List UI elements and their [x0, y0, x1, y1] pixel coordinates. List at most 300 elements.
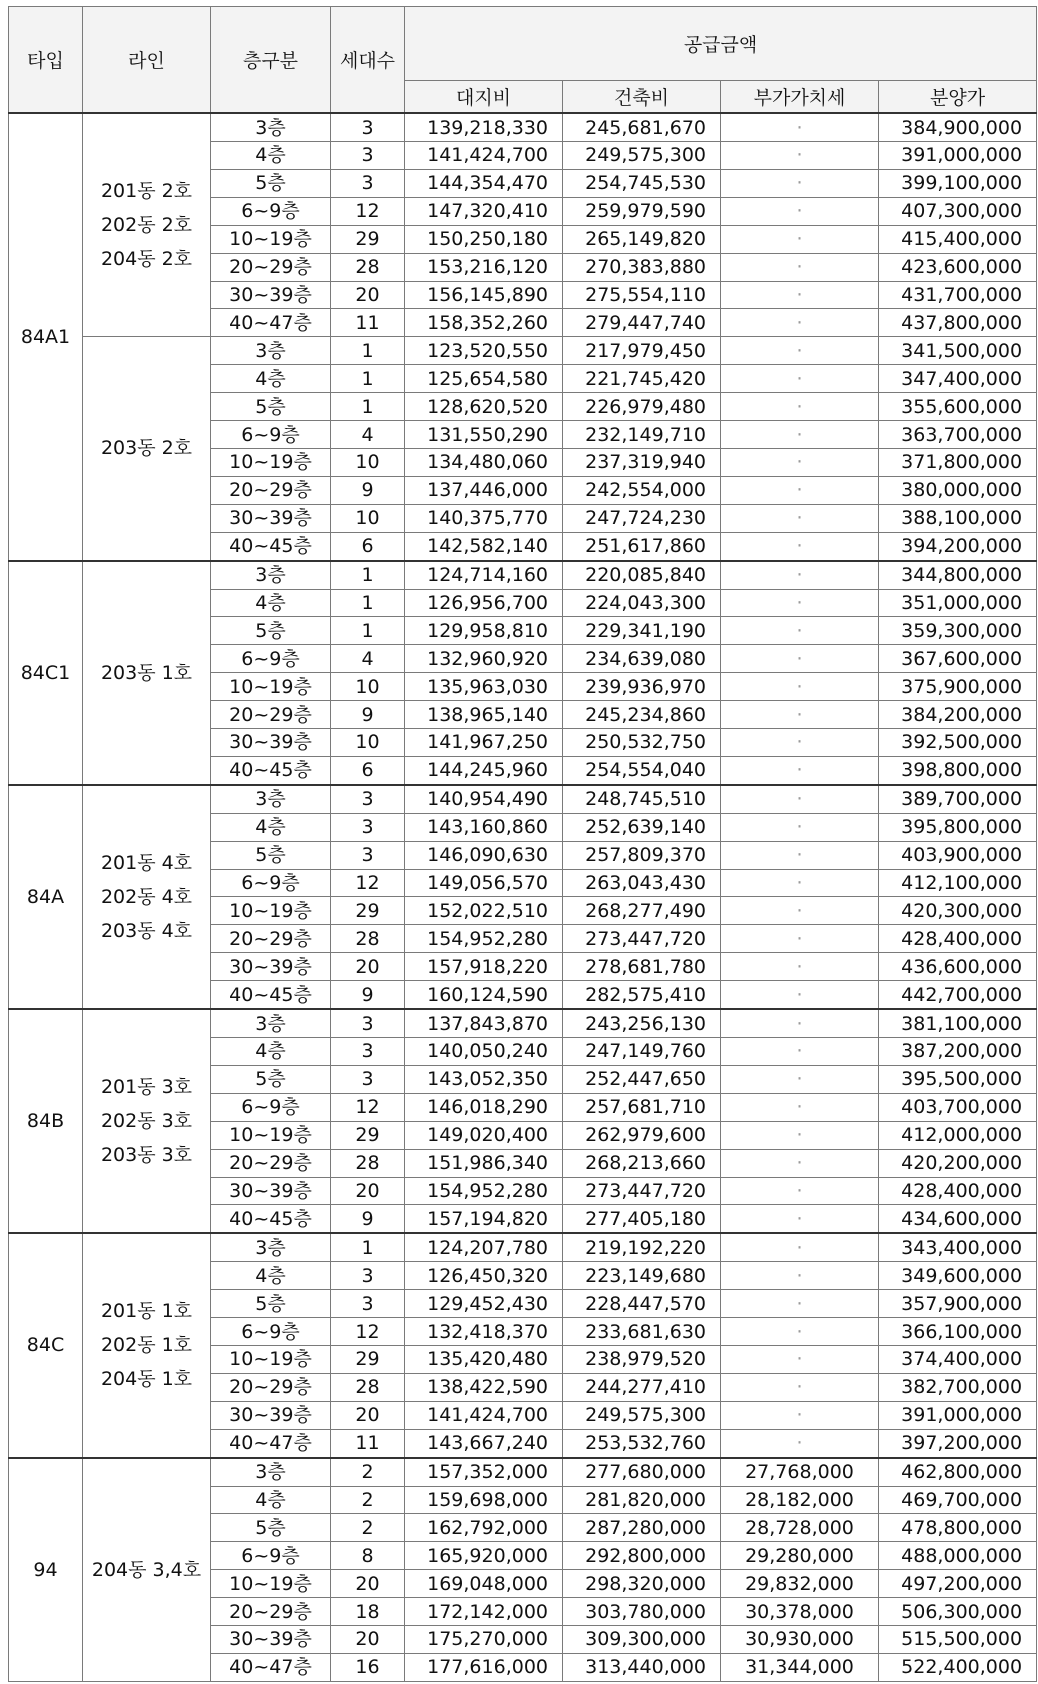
- building-cost-cell: 245,681,670: [563, 113, 721, 142]
- units-cell: 10: [331, 504, 405, 532]
- units-cell: 1: [331, 337, 405, 365]
- sale-price-cell: 384,900,000: [879, 113, 1037, 142]
- land-cost-cell: 143,667,240: [405, 1429, 563, 1457]
- sale-price-cell: 351,000,000: [879, 589, 1037, 617]
- units-cell: 3: [331, 142, 405, 170]
- building-cost-cell: 268,213,660: [563, 1149, 721, 1177]
- floor-cell: 5층: [211, 1065, 331, 1093]
- units-cell: 20: [331, 953, 405, 981]
- building-cost-cell: 226,979,480: [563, 393, 721, 421]
- land-cost-cell: 154,952,280: [405, 1177, 563, 1205]
- table-header: [9, 7, 1037, 114]
- line-label: 202동 1호: [100, 1334, 193, 1357]
- sale-price-cell: 375,900,000: [879, 673, 1037, 701]
- land-cost-cell: 146,090,630: [405, 841, 563, 869]
- building-cost-cell: 257,809,370: [563, 841, 721, 869]
- units-cell: 29: [331, 225, 405, 253]
- land-cost-cell: 153,216,120: [405, 253, 563, 281]
- units-cell: 2: [331, 1458, 405, 1486]
- land-cost-cell: 144,245,960: [405, 756, 563, 784]
- units-cell: 20: [331, 1570, 405, 1598]
- building-cost-cell: 278,681,780: [563, 953, 721, 981]
- line-label: 203동 2호: [100, 437, 193, 460]
- units-cell: 29: [331, 1121, 405, 1149]
- floor-cell: 3층: [211, 337, 331, 365]
- land-cost-cell: 142,582,140: [405, 532, 563, 560]
- land-cost-cell: 124,207,780: [405, 1233, 563, 1261]
- line-cell: [83, 1233, 211, 1457]
- line-cell: [83, 113, 211, 337]
- land-cost-cell: 160,124,590: [405, 981, 563, 1009]
- type-cell: 84C: [9, 1233, 83, 1457]
- building-cost-cell: 244,277,410: [563, 1373, 721, 1401]
- land-cost-cell: 139,218,330: [405, 113, 563, 142]
- land-cost-cell: 154,952,280: [405, 925, 563, 953]
- floor-cell: 10~19층: [211, 673, 331, 701]
- sale-price-cell: 392,500,000: [879, 729, 1037, 757]
- line-label: 202동 2호: [100, 214, 193, 237]
- units-cell: 6: [331, 532, 405, 560]
- type-cell: 84B: [9, 1009, 83, 1233]
- sale-price-cell: 394,200,000: [879, 532, 1037, 560]
- building-cost-cell: 242,554,000: [563, 476, 721, 504]
- vat-cell: ·: [721, 925, 879, 953]
- building-cost-cell: 252,639,140: [563, 813, 721, 841]
- vat-cell: ·: [721, 1065, 879, 1093]
- floor-cell: 10~19층: [211, 225, 331, 253]
- building-cost-cell: 309,300,000: [563, 1626, 721, 1654]
- type-cell: 84A: [9, 785, 83, 1009]
- vat-cell: ·: [721, 756, 879, 784]
- units-cell: 1: [331, 561, 405, 589]
- line-cell: [83, 561, 211, 785]
- floor-cell: 6~9층: [211, 645, 331, 673]
- units-cell: 1: [331, 589, 405, 617]
- units-cell: 10: [331, 448, 405, 476]
- sale-price-cell: 347,400,000: [879, 365, 1037, 393]
- floor-cell: 4층: [211, 1486, 331, 1514]
- floor-cell: 10~19층: [211, 1121, 331, 1149]
- floor-cell: 5층: [211, 1514, 331, 1542]
- floor-cell: 4층: [211, 589, 331, 617]
- land-cost-cell: 138,422,590: [405, 1373, 563, 1401]
- floor-cell: 4층: [211, 365, 331, 393]
- vat-cell: ·: [721, 169, 879, 197]
- land-cost-cell: 157,918,220: [405, 953, 563, 981]
- land-cost-cell: 172,142,000: [405, 1598, 563, 1626]
- line-label: 202동 3호: [100, 1110, 193, 1133]
- table-row: [9, 113, 1037, 142]
- floor-cell: 4층: [211, 142, 331, 170]
- sale-price-cell: 395,800,000: [879, 813, 1037, 841]
- land-cost-cell: 152,022,510: [405, 897, 563, 925]
- building-cost-cell: 234,639,080: [563, 645, 721, 673]
- units-cell: 10: [331, 729, 405, 757]
- header-building: 건축비: [563, 81, 721, 114]
- units-cell: 3: [331, 841, 405, 869]
- floor-cell: 20~29층: [211, 701, 331, 729]
- header-line: 라인: [83, 7, 211, 114]
- building-cost-cell: 265,149,820: [563, 225, 721, 253]
- floor-cell: 30~39층: [211, 1401, 331, 1429]
- building-cost-cell: 273,447,720: [563, 925, 721, 953]
- units-cell: 12: [331, 1093, 405, 1121]
- land-cost-cell: 129,452,430: [405, 1290, 563, 1318]
- floor-cell: 10~19층: [211, 1570, 331, 1598]
- floor-cell: 40~47층: [211, 1653, 331, 1681]
- table-row: [9, 561, 1037, 589]
- units-cell: 3: [331, 1065, 405, 1093]
- vat-cell: ·: [721, 1149, 879, 1177]
- line-label: 202동 4호: [100, 885, 193, 908]
- type-cell: 84A1: [9, 113, 83, 561]
- units-cell: 20: [331, 1626, 405, 1654]
- building-cost-cell: 217,979,450: [563, 337, 721, 365]
- units-cell: 3: [331, 1290, 405, 1318]
- floor-cell: 6~9층: [211, 421, 331, 449]
- sale-price-cell: 423,600,000: [879, 253, 1037, 281]
- floor-cell: 30~39층: [211, 1177, 331, 1205]
- sale-price-cell: 355,600,000: [879, 393, 1037, 421]
- land-cost-cell: 144,354,470: [405, 169, 563, 197]
- sale-price-cell: 363,700,000: [879, 421, 1037, 449]
- building-cost-cell: 254,554,040: [563, 756, 721, 784]
- units-cell: 11: [331, 1429, 405, 1457]
- sale-price-cell: 341,500,000: [879, 337, 1037, 365]
- building-cost-cell: 287,280,000: [563, 1514, 721, 1542]
- units-cell: 8: [331, 1542, 405, 1570]
- building-cost-cell: 282,575,410: [563, 981, 721, 1009]
- floor-cell: 20~29층: [211, 476, 331, 504]
- land-cost-cell: 141,424,700: [405, 1401, 563, 1429]
- sale-price-cell: 412,100,000: [879, 869, 1037, 897]
- sale-price-cell: 384,200,000: [879, 701, 1037, 729]
- line-label: 204동 3,4호: [91, 1558, 202, 1581]
- land-cost-cell: 135,963,030: [405, 673, 563, 701]
- floor-cell: 4층: [211, 1262, 331, 1290]
- floor-cell: 20~29층: [211, 253, 331, 281]
- floor-cell: 20~29층: [211, 925, 331, 953]
- floor-cell: 5층: [211, 1290, 331, 1318]
- table-body: [9, 113, 1037, 1681]
- floor-cell: 4층: [211, 813, 331, 841]
- vat-cell: ·: [721, 589, 879, 617]
- building-cost-cell: 223,149,680: [563, 1262, 721, 1290]
- building-cost-cell: 239,936,970: [563, 673, 721, 701]
- sale-price-cell: 462,800,000: [879, 1458, 1037, 1486]
- land-cost-cell: 156,145,890: [405, 281, 563, 309]
- floor-cell: 10~19층: [211, 1345, 331, 1373]
- floor-cell: 3층: [211, 113, 331, 142]
- vat-cell: ·: [721, 1009, 879, 1037]
- floor-cell: 40~45층: [211, 1205, 331, 1233]
- land-cost-cell: 129,958,810: [405, 617, 563, 645]
- building-cost-cell: 313,440,000: [563, 1653, 721, 1681]
- vat-cell: ·: [721, 1262, 879, 1290]
- floor-cell: 30~39층: [211, 1626, 331, 1654]
- type-cell: 94: [9, 1458, 83, 1682]
- floor-cell: 3층: [211, 1458, 331, 1486]
- units-cell: 9: [331, 701, 405, 729]
- building-cost-cell: 229,341,190: [563, 617, 721, 645]
- land-cost-cell: 137,446,000: [405, 476, 563, 504]
- type-cell: 84C1: [9, 561, 83, 785]
- units-cell: 4: [331, 421, 405, 449]
- line-label: 201동 3호: [100, 1076, 193, 1099]
- sale-price-cell: 391,000,000: [879, 1401, 1037, 1429]
- sale-price-cell: 488,000,000: [879, 1542, 1037, 1570]
- building-cost-cell: 247,724,230: [563, 504, 721, 532]
- units-cell: 9: [331, 476, 405, 504]
- building-cost-cell: 232,149,710: [563, 421, 721, 449]
- units-cell: 12: [331, 1318, 405, 1346]
- vat-cell: ·: [721, 1205, 879, 1233]
- floor-cell: 30~39층: [211, 729, 331, 757]
- land-cost-cell: 138,965,140: [405, 701, 563, 729]
- building-cost-cell: 273,447,720: [563, 1177, 721, 1205]
- line-label: 204동 2호: [100, 248, 193, 271]
- land-cost-cell: 132,960,920: [405, 645, 563, 673]
- sale-price-cell: 367,600,000: [879, 645, 1037, 673]
- sale-price-cell: 478,800,000: [879, 1514, 1037, 1542]
- vat-cell: ·: [721, 1373, 879, 1401]
- vat-cell: 30,930,000: [721, 1626, 879, 1654]
- units-cell: 9: [331, 981, 405, 1009]
- floor-cell: 40~45층: [211, 756, 331, 784]
- sale-price-cell: 469,700,000: [879, 1486, 1037, 1514]
- land-cost-cell: 149,020,400: [405, 1121, 563, 1149]
- sale-price-cell: 398,800,000: [879, 756, 1037, 784]
- vat-cell: ·: [721, 1290, 879, 1318]
- sale-price-cell: 522,400,000: [879, 1653, 1037, 1681]
- units-cell: 3: [331, 113, 405, 142]
- sale-price-cell: 371,800,000: [879, 448, 1037, 476]
- line-label: 203동 3호: [100, 1144, 193, 1167]
- header-floor: 층구분: [211, 7, 331, 114]
- sale-price-cell: 436,600,000: [879, 953, 1037, 981]
- vat-cell: ·: [721, 1177, 879, 1205]
- vat-cell: ·: [721, 897, 879, 925]
- floor-cell: 10~19층: [211, 448, 331, 476]
- vat-cell: ·: [721, 1429, 879, 1457]
- floor-cell: 10~19층: [211, 897, 331, 925]
- floor-cell: 6~9층: [211, 1542, 331, 1570]
- units-cell: 4: [331, 645, 405, 673]
- units-cell: 3: [331, 813, 405, 841]
- header-price: 분양가: [879, 81, 1037, 114]
- building-cost-cell: 249,575,300: [563, 142, 721, 170]
- sale-price-cell: 420,200,000: [879, 1149, 1037, 1177]
- line-label: 204동 1호: [100, 1368, 193, 1391]
- floor-cell: 5층: [211, 617, 331, 645]
- vat-cell: ·: [721, 1121, 879, 1149]
- building-cost-cell: 233,681,630: [563, 1318, 721, 1346]
- floor-cell: 3층: [211, 1009, 331, 1037]
- table-row: [9, 1009, 1037, 1037]
- sale-price-cell: 415,400,000: [879, 225, 1037, 253]
- vat-cell: ·: [721, 504, 879, 532]
- land-cost-cell: 162,792,000: [405, 1514, 563, 1542]
- sale-price-cell: 412,000,000: [879, 1121, 1037, 1149]
- sale-price-cell: 389,700,000: [879, 785, 1037, 813]
- units-cell: 11: [331, 309, 405, 337]
- vat-cell: ·: [721, 197, 879, 225]
- land-cost-cell: 126,450,320: [405, 1262, 563, 1290]
- sale-price-cell: 403,900,000: [879, 841, 1037, 869]
- building-cost-cell: 270,383,880: [563, 253, 721, 281]
- building-cost-cell: 281,820,000: [563, 1486, 721, 1514]
- land-cost-cell: 147,320,410: [405, 197, 563, 225]
- line-cell: [83, 1458, 211, 1682]
- floor-cell: 5층: [211, 393, 331, 421]
- units-cell: 28: [331, 1149, 405, 1177]
- units-cell: 28: [331, 925, 405, 953]
- units-cell: 18: [331, 1598, 405, 1626]
- floor-cell: 30~39층: [211, 281, 331, 309]
- vat-cell: ·: [721, 981, 879, 1009]
- units-cell: 29: [331, 1345, 405, 1373]
- land-cost-cell: 169,048,000: [405, 1570, 563, 1598]
- header-vat: 부가가치세: [721, 81, 879, 114]
- supply-price-table: [8, 6, 1037, 1682]
- line-cell: [83, 337, 211, 561]
- sale-price-cell: 359,300,000: [879, 617, 1037, 645]
- floor-cell: 30~39층: [211, 953, 331, 981]
- vat-cell: ·: [721, 365, 879, 393]
- land-cost-cell: 158,352,260: [405, 309, 563, 337]
- vat-cell: 29,280,000: [721, 1542, 879, 1570]
- floor-cell: 3층: [211, 785, 331, 813]
- vat-cell: ·: [721, 617, 879, 645]
- vat-cell: ·: [721, 673, 879, 701]
- vat-cell: ·: [721, 225, 879, 253]
- sale-price-cell: 506,300,000: [879, 1598, 1037, 1626]
- floor-cell: 3층: [211, 1233, 331, 1261]
- building-cost-cell: 249,575,300: [563, 1401, 721, 1429]
- building-cost-cell: 254,745,530: [563, 169, 721, 197]
- units-cell: 1: [331, 1233, 405, 1261]
- floor-cell: 20~29층: [211, 1373, 331, 1401]
- land-cost-cell: 141,424,700: [405, 142, 563, 170]
- land-cost-cell: 140,050,240: [405, 1038, 563, 1066]
- floor-cell: 6~9층: [211, 1318, 331, 1346]
- floor-cell: 6~9층: [211, 197, 331, 225]
- sale-price-cell: 428,400,000: [879, 1177, 1037, 1205]
- vat-cell: ·: [721, 113, 879, 142]
- sale-price-cell: 343,400,000: [879, 1233, 1037, 1261]
- building-cost-cell: 275,554,110: [563, 281, 721, 309]
- line-label: 203동 4호: [100, 919, 193, 942]
- vat-cell: 27,768,000: [721, 1458, 879, 1486]
- vat-cell: ·: [721, 645, 879, 673]
- building-cost-cell: 220,085,840: [563, 561, 721, 589]
- floor-cell: 40~47층: [211, 1429, 331, 1457]
- floor-cell: 4층: [211, 1038, 331, 1066]
- vat-cell: ·: [721, 448, 879, 476]
- land-cost-cell: 128,620,520: [405, 393, 563, 421]
- building-cost-cell: 263,043,430: [563, 869, 721, 897]
- building-cost-cell: 277,680,000: [563, 1458, 721, 1486]
- building-cost-cell: 248,745,510: [563, 785, 721, 813]
- land-cost-cell: 146,018,290: [405, 1093, 563, 1121]
- line-cell: [83, 1009, 211, 1233]
- floor-cell: 5층: [211, 169, 331, 197]
- units-cell: 28: [331, 253, 405, 281]
- land-cost-cell: 134,480,060: [405, 448, 563, 476]
- table-row: [9, 1458, 1037, 1486]
- vat-cell: ·: [721, 337, 879, 365]
- building-cost-cell: 252,447,650: [563, 1065, 721, 1093]
- sale-price-cell: 515,500,000: [879, 1626, 1037, 1654]
- vat-cell: ·: [721, 701, 879, 729]
- units-cell: 20: [331, 1401, 405, 1429]
- building-cost-cell: 279,447,740: [563, 309, 721, 337]
- vat-cell: 30,378,000: [721, 1598, 879, 1626]
- units-cell: 12: [331, 197, 405, 225]
- table-row: [9, 1233, 1037, 1261]
- line-cell: [83, 785, 211, 1009]
- land-cost-cell: 132,418,370: [405, 1318, 563, 1346]
- units-cell: 3: [331, 785, 405, 813]
- sale-price-cell: 428,400,000: [879, 925, 1037, 953]
- table-row: [9, 337, 1037, 365]
- building-cost-cell: 243,256,130: [563, 1009, 721, 1037]
- sale-price-cell: 391,000,000: [879, 142, 1037, 170]
- vat-cell: 29,832,000: [721, 1570, 879, 1598]
- vat-cell: ·: [721, 561, 879, 589]
- sale-price-cell: 380,000,000: [879, 476, 1037, 504]
- units-cell: 1: [331, 393, 405, 421]
- units-cell: 1: [331, 365, 405, 393]
- units-cell: 3: [331, 169, 405, 197]
- floor-cell: 6~9층: [211, 1093, 331, 1121]
- building-cost-cell: 250,532,750: [563, 729, 721, 757]
- land-cost-cell: 177,616,000: [405, 1653, 563, 1681]
- units-cell: 9: [331, 1205, 405, 1233]
- vat-cell: ·: [721, 785, 879, 813]
- units-cell: 20: [331, 281, 405, 309]
- vat-cell: 28,728,000: [721, 1514, 879, 1542]
- vat-cell: ·: [721, 813, 879, 841]
- line-label: 203동 1호: [100, 661, 193, 684]
- land-cost-cell: 125,654,580: [405, 365, 563, 393]
- building-cost-cell: 247,149,760: [563, 1038, 721, 1066]
- land-cost-cell: 137,843,870: [405, 1009, 563, 1037]
- floor-cell: 6~9층: [211, 869, 331, 897]
- vat-cell: ·: [721, 729, 879, 757]
- land-cost-cell: 143,052,350: [405, 1065, 563, 1093]
- building-cost-cell: 303,780,000: [563, 1598, 721, 1626]
- land-cost-cell: 135,420,480: [405, 1345, 563, 1373]
- building-cost-cell: 237,319,940: [563, 448, 721, 476]
- building-cost-cell: 298,320,000: [563, 1570, 721, 1598]
- sale-price-cell: 357,900,000: [879, 1290, 1037, 1318]
- land-cost-cell: 141,967,250: [405, 729, 563, 757]
- units-cell: 6: [331, 756, 405, 784]
- sale-price-cell: 395,500,000: [879, 1065, 1037, 1093]
- sale-price-cell: 420,300,000: [879, 897, 1037, 925]
- vat-cell: ·: [721, 142, 879, 170]
- sale-price-cell: 374,400,000: [879, 1345, 1037, 1373]
- sale-price-cell: 399,100,000: [879, 169, 1037, 197]
- land-cost-cell: 175,270,000: [405, 1626, 563, 1654]
- building-cost-cell: 224,043,300: [563, 589, 721, 617]
- floor-cell: 20~29층: [211, 1149, 331, 1177]
- sale-price-cell: 366,100,000: [879, 1318, 1037, 1346]
- vat-cell: 28,182,000: [721, 1486, 879, 1514]
- land-cost-cell: 149,056,570: [405, 869, 563, 897]
- sale-price-cell: 387,200,000: [879, 1038, 1037, 1066]
